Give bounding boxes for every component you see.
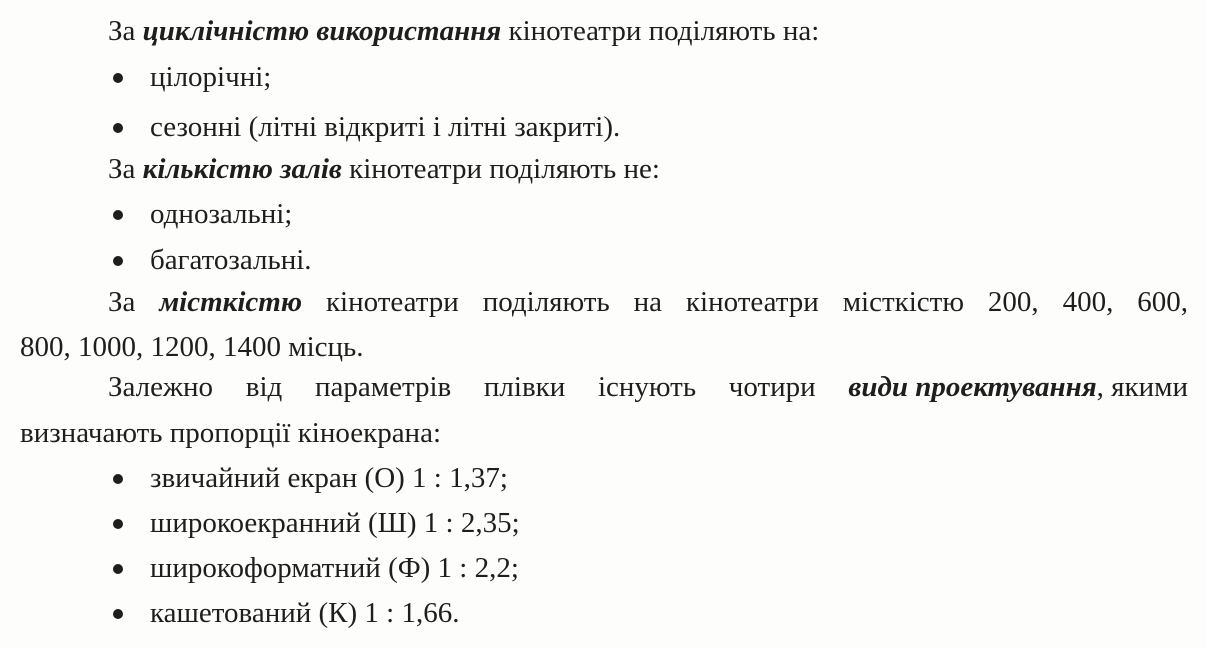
capacity-word: 400, (1062, 286, 1114, 318)
bullet-icon (113, 609, 123, 619)
list-item-text: однозальні; (150, 198, 293, 230)
capacity-line-2: 800, 1000, 1200, 1400 місць. (20, 331, 364, 363)
capacity-word: кінотеатри (325, 286, 459, 318)
projection-line-1 (108, 370, 1188, 404)
capacity-prefix: За (108, 286, 136, 318)
projection-word: існують (597, 371, 697, 403)
projection-line-end: , якими (1096, 371, 1188, 403)
halls-prefix: За (108, 153, 136, 185)
projection-word: чотири (728, 371, 816, 403)
list-item-text: широкоекранний (Ш) 1 : 2,35; (150, 507, 520, 539)
capacity-word: 200, (987, 286, 1039, 318)
bullet-icon (113, 474, 123, 484)
cyclic-suffix: кінотеатри поділяють на: (508, 15, 820, 47)
capacity-word: поділяють (482, 286, 610, 318)
halls-intro (108, 152, 660, 186)
bullet-icon (113, 123, 123, 133)
list-item-text: сезонні (літні відкриті і літні закриті). (150, 111, 621, 143)
bullet-icon (113, 519, 123, 529)
cyclic-intro (108, 14, 819, 48)
capacity-word: на (633, 286, 663, 318)
projection-word: плівки (483, 371, 566, 403)
projection-word: параметрів (314, 371, 452, 403)
projection-term: види проектування (848, 371, 1097, 403)
list-item-text: багатозальні. (150, 244, 312, 276)
halls-term: кількістю залів (142, 153, 342, 185)
capacity-word: 600, (1137, 286, 1188, 318)
projection-word: Залежно (108, 371, 214, 403)
bullet-icon (113, 564, 123, 574)
list-item-text: широкоформатний (Ф) 1 : 2,2; (150, 552, 519, 584)
capacity-word: кінотеатри (685, 286, 819, 318)
bullet-icon (113, 256, 123, 266)
list-item-text: кашетований (К) 1 : 1,66. (150, 597, 460, 629)
capacity-line-1 (108, 285, 1188, 319)
halls-suffix: кінотеатри поділяють не: (349, 153, 660, 185)
list-item-text: цілорічні; (150, 61, 272, 93)
projection-line-2: визначають пропорції кіноекрана: (20, 417, 442, 449)
capacity-word: місткістю (842, 286, 964, 318)
bullet-icon (113, 73, 123, 83)
list-item-text: звичайний екран (О) 1 : 1,37; (150, 462, 508, 494)
bullet-icon (113, 210, 123, 220)
cyclic-prefix: За (108, 15, 136, 47)
capacity-term: місткістю (159, 286, 303, 318)
cyclic-term: циклічністю використання (142, 15, 502, 47)
projection-word: від (245, 371, 283, 403)
